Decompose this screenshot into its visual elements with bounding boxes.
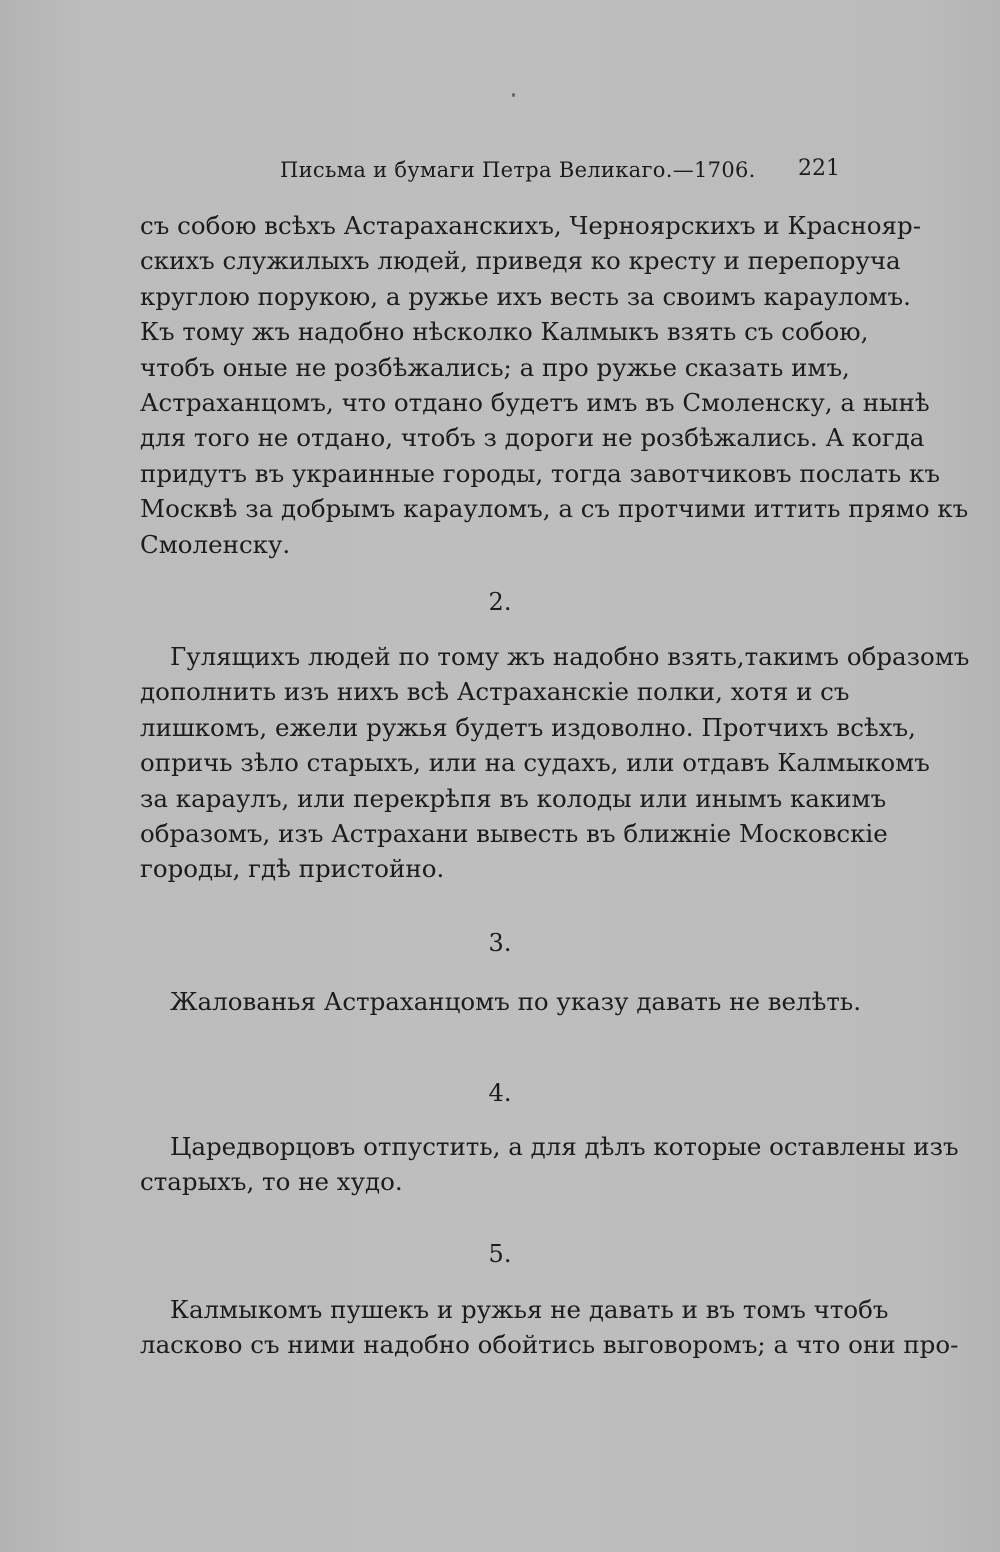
text-line: съ собою всѣхъ Астараханскихъ, Черноярскихъ и Краснояр- — [140, 211, 921, 240]
section-number: 3. — [488, 929, 512, 957]
paragraph-continuation — [140, 208, 969, 562]
text-line: лишкомъ, ежели ружья будетъ издоволно. Протчихъ всѣхъ, — [140, 712, 916, 742]
text-line: Жалованья Астраханцомъ по указу давать не велѣть. — [170, 987, 862, 1016]
section-number: 4. — [488, 1079, 512, 1107]
text-line: Гулящихъ людей по тому жъ надобно взять,такимъ образомъ — [170, 642, 970, 671]
text-line: чтобъ оные не розбѣжались; а про ружье сказать имъ, — [140, 352, 850, 382]
text-line: за караулъ, или перекрѣпя въ колоды или инымъ какимъ — [140, 783, 887, 813]
text-line: круглою порукою, а ружье ихъ весть за своимъ карауломъ. — [140, 281, 911, 311]
text-line: Астраханцомъ, что отдано будетъ имъ въ Смоленску, а нынѣ — [140, 388, 930, 418]
text-line: городы, гдѣ пристойно. — [140, 854, 445, 884]
paragraph — [140, 984, 862, 1019]
text-line: Смоленску. — [140, 529, 291, 559]
text-line: Москвѣ за добрымъ карауломъ, а съ протчими иттить прямо къ — [140, 494, 969, 524]
text-line: ласково съ ними надобно обойтись выговоромъ; а что они про- — [140, 1330, 959, 1360]
page-number: 221 — [798, 156, 840, 181]
text-line: придутъ въ украинные городы, тогда завотчиковъ послать къ — [140, 458, 940, 488]
text-line: Къ тому жъ надобно нѣсколко Калмыкъ взять съ собою, — [140, 317, 869, 347]
text-line: дополнить изъ нихъ всѣ Астраханскіе полки, хотя и съ — [140, 677, 850, 707]
section-number: 2. — [488, 588, 512, 616]
text-line: опричь зѣло старыхъ, или на судахъ, или отдавъ Калмыкомъ — [140, 748, 930, 778]
paper-speck — [512, 93, 515, 97]
text-line: образомъ, изъ Астрахани вывесть въ ближніе Московскіе — [140, 819, 888, 849]
text-line: Калмыкомъ пушекъ и ружья не давать и въ томъ чтобъ — [170, 1295, 889, 1324]
text-line: скихъ служилыхъ людей, приведя ко кресту и перепоруча — [140, 246, 901, 276]
running-head — [140, 150, 840, 194]
running-title: Письма и бумаги Петра Великаго.—1706. — [280, 158, 756, 182]
text-line: Царедворцовъ отпустить, а для дѣлъ которые оставлены изъ — [170, 1132, 959, 1161]
section-number: 5. — [488, 1240, 512, 1268]
paragraph — [140, 639, 970, 887]
paragraph — [140, 1129, 959, 1200]
text-line: для того не отдано, чтобъ з дороги не розбѣжались. А когда — [140, 423, 925, 453]
text-line: старыхъ, то не худо. — [140, 1167, 403, 1197]
paragraph — [140, 1292, 959, 1363]
